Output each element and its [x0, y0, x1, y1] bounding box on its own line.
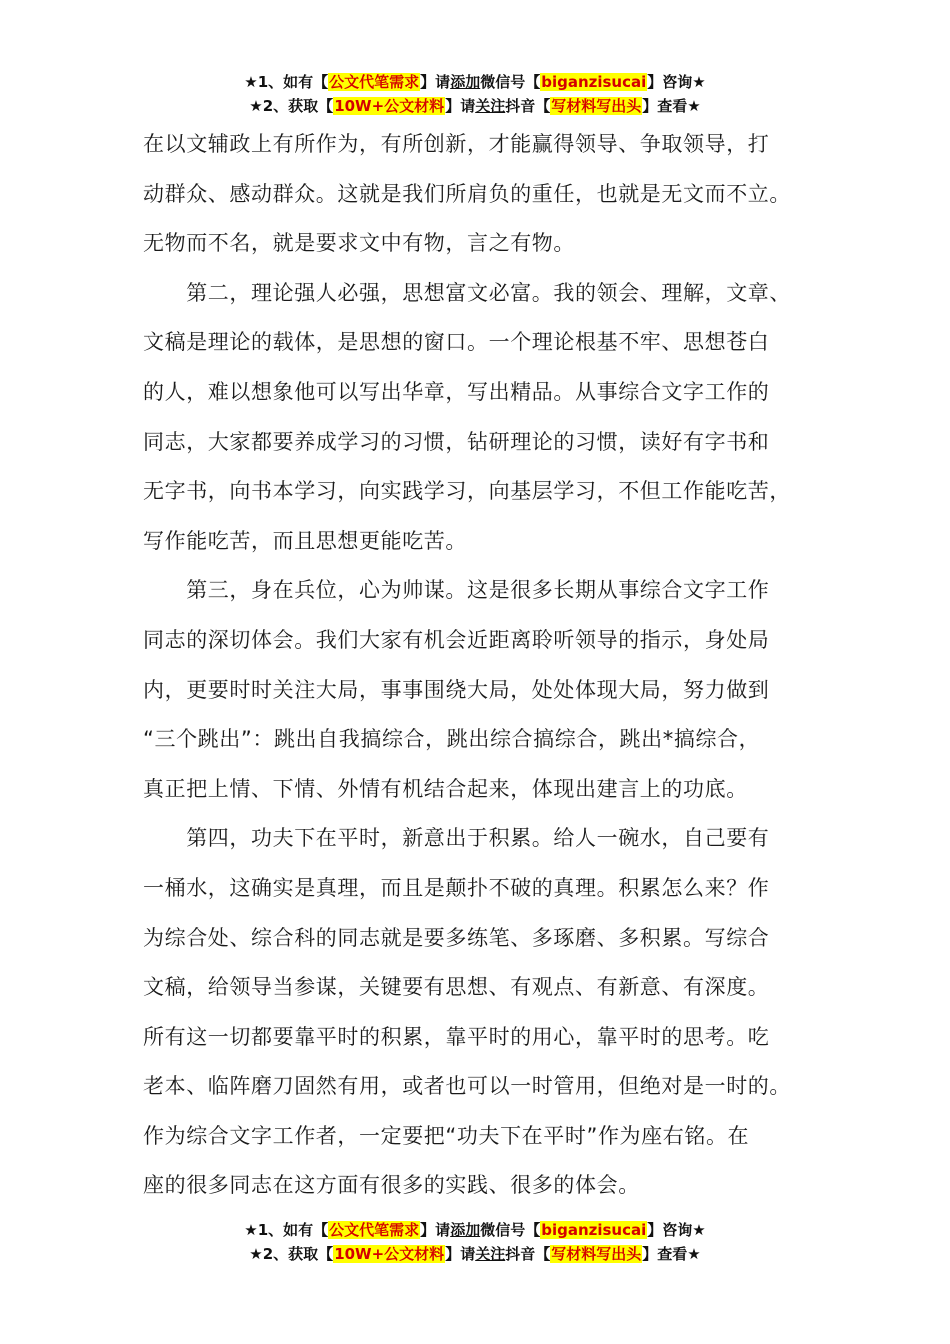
banner-highlight: 公文代笔需求	[329, 73, 420, 91]
banner-text: 】请	[445, 1245, 476, 1263]
body-line: 座的很多同志在这方面有很多的实践、很多的体会。	[143, 1173, 640, 1198]
body-line: 第四，功夫下在平时，新意出于积累。给人一碗水，自己要有	[143, 826, 770, 851]
banner-text: 抖音【	[505, 1245, 551, 1263]
banner-line-1	[0, 70, 950, 94]
banner-text: 】查看★	[642, 1245, 701, 1263]
body-line: 的人，难以想象他可以写出华章，写出精品。从事综合文字工作的	[143, 379, 770, 404]
banner-underline-text: 添加	[450, 73, 481, 91]
header-banner	[0, 70, 950, 118]
banner-highlight: 10W+公文材料	[334, 97, 445, 115]
banner-highlight: biganzisucai	[541, 1221, 647, 1239]
banner-highlight: 写材料写出头	[551, 1245, 642, 1263]
banner-text: ★1、如有【	[244, 73, 329, 91]
body-line: 同志，大家都要养成学习的习惯，钻研理论的习惯，读好有字书和	[143, 429, 770, 454]
body-line: 动群众、感动群众。这就是我们所肩负的重任，也就是无文而不立。	[143, 181, 791, 206]
footer-banner	[0, 1218, 950, 1266]
banner-text: 微信号【	[480, 1221, 541, 1239]
banner-underline-text: 添加	[450, 1221, 481, 1239]
banner-text: 抖音【	[505, 97, 551, 115]
banner-text: 】请	[420, 1221, 451, 1239]
banner-text: ★1、如有【	[244, 1221, 329, 1239]
body-line: 文稿，给领导当参谋，关键要有思想、有观点、有新意、有深度。	[143, 975, 770, 1000]
banner-line-2	[0, 1242, 950, 1266]
body-line: 老本、临阵磨刀固然有用，或者也可以一时管用，但绝对是一时的。	[143, 1074, 791, 1099]
banner-underline-text: 关注	[475, 97, 506, 115]
banner-text: ★2、获取【	[249, 1245, 334, 1263]
body-line: “三个跳出”：跳出自我搞综合，跳出综合搞综合，跳出*搞综合，	[143, 727, 761, 752]
banner-highlight: biganzisucai	[541, 73, 647, 91]
banner-text: ★2、获取【	[249, 97, 334, 115]
document-body	[143, 120, 833, 1211]
body-line: 在以文辅政上有所作为，有所创新，才能赢得领导、争取领导，打	[143, 132, 770, 156]
banner-text: 微信号【	[480, 73, 541, 91]
body-line: 一桶水，这确实是真理，而且是颠扑不破的真理。积累怎么来？作	[143, 875, 770, 900]
body-line: 第二，理论强人必强，思想富文必富。我的领会、理解，文章、	[143, 280, 791, 305]
banner-text: 】请	[420, 73, 451, 91]
body-line: 所有这一切都要靠平时的积累，靠平时的用心，靠平时的思考。吃	[143, 1024, 770, 1049]
banner-text: 】咨询★	[647, 73, 706, 91]
banner-text: 】查看★	[642, 97, 701, 115]
banner-highlight: 写材料写出头	[551, 97, 642, 115]
banner-text: 】请	[445, 97, 476, 115]
banner-text: 】咨询★	[647, 1221, 706, 1239]
banner-line-2	[0, 94, 950, 118]
banner-highlight: 公文代笔需求	[329, 1221, 420, 1239]
body-line: 无字书，向书本学习，向实践学习，向基层学习，不但工作能吃苦，	[143, 479, 791, 504]
body-line: 同志的深切体会。我们大家有机会近距离聆听领导的指示，身处局	[143, 627, 770, 652]
banner-line-1	[0, 1218, 950, 1242]
body-line: 第三，身在兵位，心为帅谋。这是很多长期从事综合文字工作	[143, 578, 770, 603]
body-line: 内，更要时时关注大局，事事围绕大局，处处体现大局，努力做到	[143, 677, 770, 702]
body-line: 作为综合文字工作者，一定要把“功夫下在平时”作为座右铭。在	[143, 1123, 750, 1148]
body-line: 写作能吃苦，而且思想更能吃苦。	[143, 528, 467, 553]
body-line: 真正把上情、下情、外情有机结合起来，体现出建言上的功底。	[143, 776, 748, 801]
body-line: 无物而不名，就是要求文中有物，言之有物。	[143, 231, 575, 256]
body-line: 文稿是理论的载体，是思想的窗口。一个理论根基不牢、思想苍白	[143, 330, 770, 355]
banner-underline-text: 关注	[475, 1245, 506, 1263]
banner-highlight: 10W+公文材料	[334, 1245, 445, 1263]
body-line: 为综合处、综合科的同志就是要多练笔、多琢磨、多积累。写综合	[143, 925, 770, 950]
